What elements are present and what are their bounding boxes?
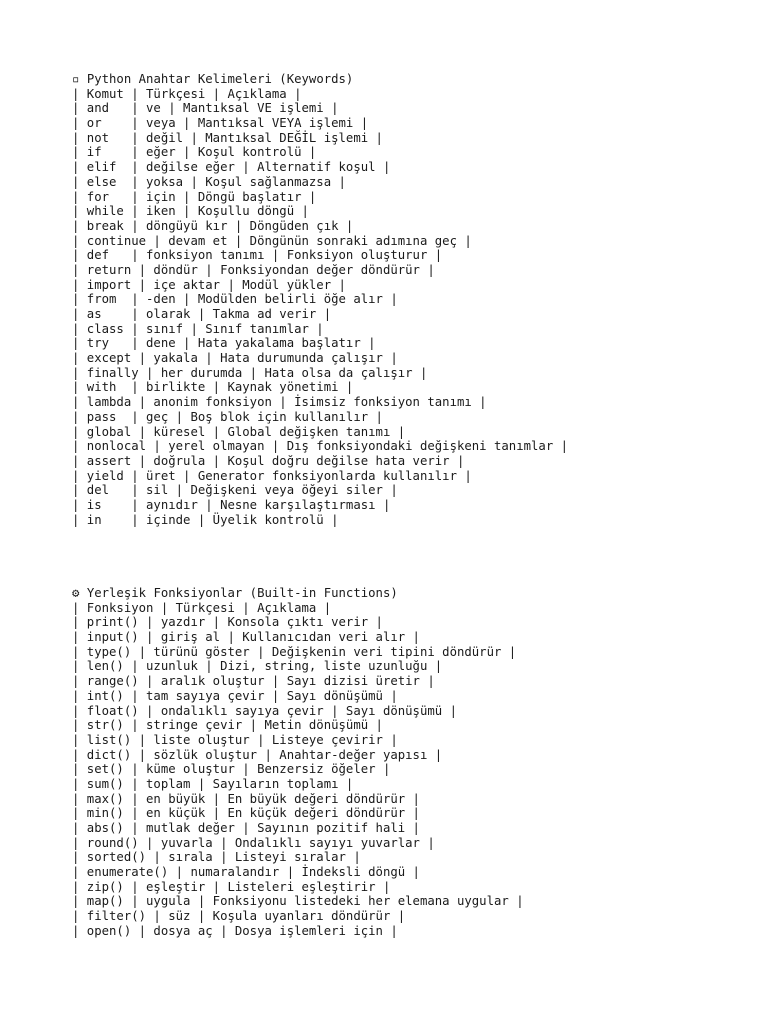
builtin-row-set: | set() | küme oluştur | Benzersiz öğeler | <box>72 762 391 777</box>
builtin-row-zip: | zip() | eşleştir | Listeleri eşleştirir | <box>72 879 391 894</box>
keywords-header-row: | Komut | Türkçesi | Açıklama | <box>72 86 302 101</box>
keyword-row-def: | def | fonksiyon tanımı | Fonksiyon oluşturur | <box>72 248 443 263</box>
keywords-table <box>72 87 752 528</box>
keyword-row-finally: | finally | her durumda | Hata olsa da çalışır | <box>72 365 428 380</box>
builtin-row-int: | int() | tam sayıya çevir | Sayı dönüşümü | <box>72 688 398 703</box>
keyword-row-class: | class | sınıf | Sınıf tanımlar | <box>72 321 324 336</box>
builtins-heading <box>72 586 752 601</box>
builtin-row-max: | max() | en büyük | En büyük değeri döndürür | <box>72 791 420 806</box>
keyword-row-is: | is | aynıdır | Nesne karşılaştırması | <box>72 497 391 512</box>
keyword-row-yield: | yield | üret | Generator fonksiyonlarda kullanılır | <box>72 468 472 483</box>
builtin-row-filter: | filter() | süz | Koşula uyanları döndürür | <box>72 909 406 924</box>
keyword-row-break: | break | döngüyü kır | Döngüden çık | <box>72 218 354 233</box>
keyword-row-del: | del | sil | Değişkeni veya öğeyi siler | <box>72 483 398 498</box>
builtin-row-round: | round() | yuvarla | Ondalıklı sayıyı yuvarlar | <box>72 835 435 850</box>
keyword-row-or: | or | veya | Mantıksal VEYA işlemi | <box>72 116 369 131</box>
builtin-row-print: | print() | yazdır | Konsola çıktı verir | <box>72 615 383 630</box>
builtin-row-len: | len() | uzunluk | Dizi, string, liste uzunluğu | <box>72 659 443 674</box>
builtin-row-dict: | dict() | sözlük oluştur | Anahtar-değer yapısı | <box>72 747 443 762</box>
builtin-row-sorted: | sorted() | sırala | Listeyi sıralar | <box>72 850 361 865</box>
keyword-row-pass: | pass | geç | Boş blok için kullanılır | <box>72 409 383 424</box>
builtin-row-abs: | abs() | mutlak değer | Sayının pozitif hali | <box>72 821 420 835</box>
builtins-title: Yerleşik Fonksiyonlar (Built-in Functions) <box>86 586 398 600</box>
square-icon: ▫ <box>72 72 80 86</box>
builtin-row-str: | str() | stringe çevir | Metin dönüşümü | <box>72 718 383 733</box>
keyword-row-global: | global | küresel | Global değişken tanımı | <box>72 424 406 439</box>
builtin-row-range: | range() | aralık oluştur | Sayı dizisi üretir | <box>72 674 435 689</box>
builtin-row-map: | map() | uygula | Fonksiyonu listedeki her elemana uygular | <box>72 894 524 909</box>
keywords-title: Python Anahtar Kelimeleri (Keywords) <box>86 72 354 86</box>
keyword-row-try: | try | dene | Hata yakalama başlatır | <box>72 336 376 351</box>
keyword-row-not: | not | değil | Mantıksal DEĞİL işlemi | <box>72 130 383 145</box>
builtin-row-sum: | sum() | toplam | Sayıların toplamı | <box>72 776 354 791</box>
keyword-row-lambda: | lambda | anonim fonksiyon | İsimsiz fonksiyon tanımı | <box>72 395 487 410</box>
keyword-row-as: | as | olarak | Takma ad verir | <box>72 307 332 321</box>
keywords-heading <box>72 72 752 87</box>
keyword-row-while: | while | iken | Koşullu döngü | <box>72 204 309 219</box>
keywords-section <box>72 72 752 527</box>
builtin-row-min: | min() | en küçük | En küçük değeri döndürür | <box>72 806 420 821</box>
keyword-row-and: | and | ve | Mantıksal VE işlemi | <box>72 101 339 116</box>
keyword-row-assert: | assert | doğrula | Koşul doğru değilse hata verir | <box>72 453 465 468</box>
builtin-row-enumerate: | enumerate() | numaralandır | İndeksli döngü | <box>72 865 420 880</box>
builtins-section <box>72 571 752 938</box>
keyword-row-in: | in | içinde | Üyelik kontrolü | <box>72 512 339 527</box>
keyword-row-nonlocal: | nonlocal | yerel olmayan | Dış fonksiyondaki değişkeni tanımlar | <box>72 439 569 454</box>
builtins-header-row: | Fonksiyon | Türkçesi | Açıklama | <box>72 600 332 615</box>
keyword-row-if: | if | eğer | Koşul kontrolü | <box>72 145 317 160</box>
builtin-row-input: | input() | giriş al | Kullanıcıdan veri alır | <box>72 630 420 645</box>
keyword-row-from: | from | -den | Modülden belirli öğe alır | <box>72 292 398 307</box>
builtin-row-type: | type() | türünü göster | Değişkenin veri tipini döndürür | <box>72 644 517 659</box>
keyword-row-else: | else | yoksa | Koşul sağlanmazsa | <box>72 174 346 189</box>
builtin-row-list: | list() | liste oluştur | Listeye çevirir | <box>72 732 398 747</box>
document-page <box>72 72 752 939</box>
builtins-table <box>72 601 752 939</box>
builtin-row-open: | open() | dosya aç | Dosya işlemleri için | <box>72 923 398 938</box>
keyword-row-with: | with | birlikte | Kaynak yönetimi | <box>72 380 354 395</box>
gear-icon: ⚙ <box>72 586 80 600</box>
keyword-row-for: | for | için | Döngü başlatır | <box>72 189 317 204</box>
keyword-row-continue: | continue | devam et | Döngünün sonraki adımına geç | <box>72 233 472 248</box>
keyword-row-import: | import | içe aktar | Modül yükler | <box>72 277 346 292</box>
keyword-row-return: | return | döndür | Fonksiyondan değer döndürür | <box>72 262 435 277</box>
keyword-row-except: | except | yakala | Hata durumunda çalışır | <box>72 351 398 366</box>
builtin-row-float: | float() | ondalıklı sayıya çevir | Sayı dönüşümü | <box>72 703 457 718</box>
keyword-row-elif: | elif | değilse eğer | Alternatif koşul | <box>72 160 391 175</box>
